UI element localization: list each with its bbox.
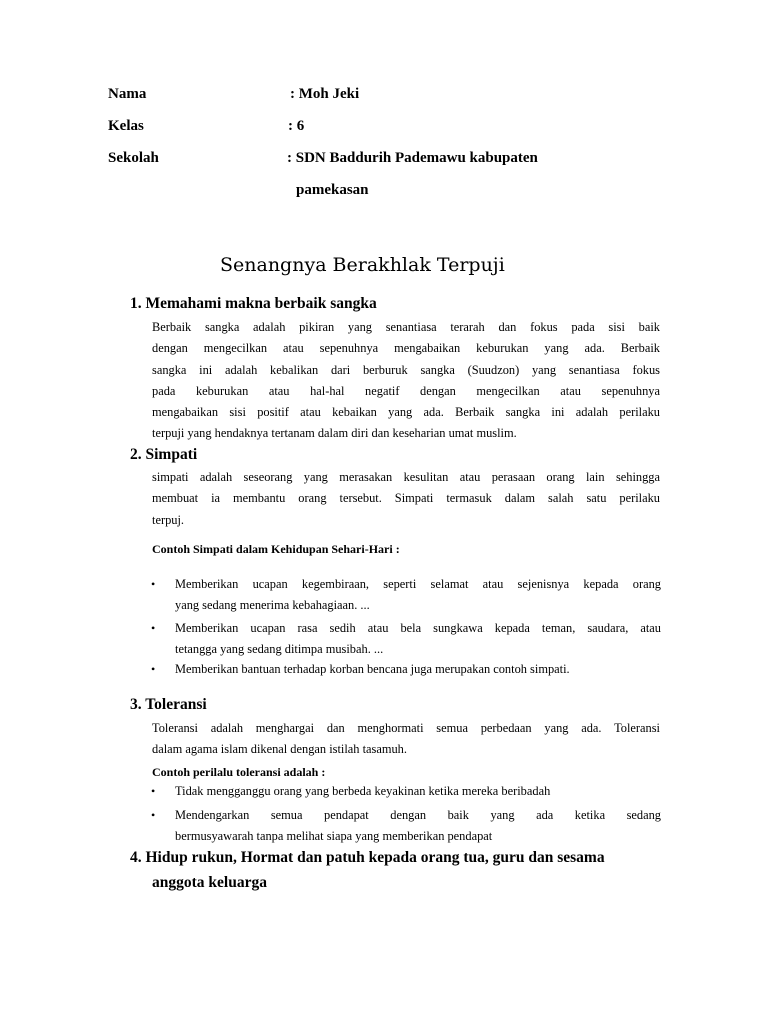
list-item: [151, 781, 661, 802]
paragraph-line: simpati adalah seseorang yang merasakan kesulitan atau perasaan orang lain sehingga: [152, 470, 660, 484]
list-item-line: Memberikan ucapan rasa sedih atau bela sungkawa kepada teman, saudara, atau: [175, 621, 661, 635]
section2-paragraph: [152, 467, 660, 531]
section4-heading-line1: 4. Hidup rukun, Hormat dan patuh kepada orang tua, guru dan sesama: [130, 849, 605, 866]
section3-examples-heading: Contoh perilalu toleransi adalah :: [152, 765, 326, 779]
section1-heading: 1. Memahami makna berbaik sangka: [130, 295, 377, 312]
paragraph-line: pada keburukan atau hal-hal negatif dengan mengecilkan atau sepenuhnya: [152, 383, 660, 398]
list-item: [151, 805, 661, 848]
list-item-line: Mendengarkan semua pendapat dengan baik yang ada ketika sedang: [175, 808, 661, 822]
bullet-icon: •: [151, 577, 156, 591]
sekolah-value-line2: pamekasan: [296, 182, 369, 198]
list-item-line: yang sedang menerima kebahagiaan. ...: [175, 598, 370, 613]
bullet-icon: •: [151, 784, 156, 798]
list-item: [151, 659, 661, 680]
paragraph-line: sangka ini adalah kebalikan dari berburuk sangka (Suudzon) yang senantiasa fokus: [152, 362, 660, 377]
bullet-icon: •: [151, 662, 156, 676]
section4-heading-line2: anggota keluarga: [152, 874, 267, 891]
list-item-line: Memberikan ucapan kegembiraan, seperti selamat atau sejenisnya kepada orang: [175, 577, 661, 591]
section2-heading: 2. Simpati: [130, 446, 198, 463]
list-item-line: Tidak mengganggu orang yang berbeda keyakinan ketika mereka beribadah: [175, 784, 551, 798]
sekolah-label: Sekolah: [108, 150, 159, 166]
nama-value: : Moh Jeki: [290, 86, 360, 102]
paragraph-line: terpuji yang hendaknya tertanam dalam diri dan keseharian umat muslim.: [152, 426, 517, 441]
paragraph-line: dalam agama islam dikenal dengan istilah tasamuh.: [152, 742, 407, 757]
bullet-icon: •: [151, 621, 156, 635]
list-item: [151, 574, 661, 617]
section2-examples-heading: Contoh Simpati dalam Kehidupan Sehari-Hari :: [152, 542, 400, 556]
section3-heading: 3. Toleransi: [130, 696, 207, 713]
bullet-icon: •: [151, 808, 156, 822]
paragraph-line: membuat ia membantu orang tersebut. Simpati termasuk dalam salah satu perilaku: [152, 491, 660, 506]
kelas-value: : 6: [288, 118, 305, 134]
paragraph-line: terpuj.: [152, 512, 184, 527]
paragraph-line: mengabaikan sisi positif atau kebaikan yang ada. Berbaik sangka ini adalah perilaku: [152, 405, 660, 420]
list-item: [151, 618, 661, 661]
list-item-line: tetangga yang sedang ditimpa musibah. ...: [175, 642, 384, 657]
paragraph-line: Toleransi adalah menghargai dan menghormati semua perbedaan yang ada. Toleransi: [152, 721, 660, 735]
list-item-line: Memberikan bantuan terhadap korban bencana juga merupakan contoh simpati.: [175, 662, 570, 676]
page-title: Senangnya Berakhlak Terpuji: [220, 254, 505, 276]
section3-paragraph: [152, 718, 660, 761]
list-item-line: bermusyawarah tanpa melihat siapa yang memberikan pendapat: [175, 829, 493, 844]
paragraph-line: dengan mengecilkan atau sepenuhnya mengabaikan keburukan yang ada. Berbaik: [152, 341, 660, 356]
kelas-label: Kelas: [108, 118, 144, 134]
nama-label: Nama: [108, 86, 147, 102]
paragraph-line: Berbaik sangka adalah pikiran yang senantiasa terarah dan fokus pada sisi baik: [152, 320, 660, 334]
section1-paragraph: [152, 317, 660, 445]
sekolah-value-line1: : SDN Baddurih Pademawu kabupaten: [287, 150, 538, 166]
